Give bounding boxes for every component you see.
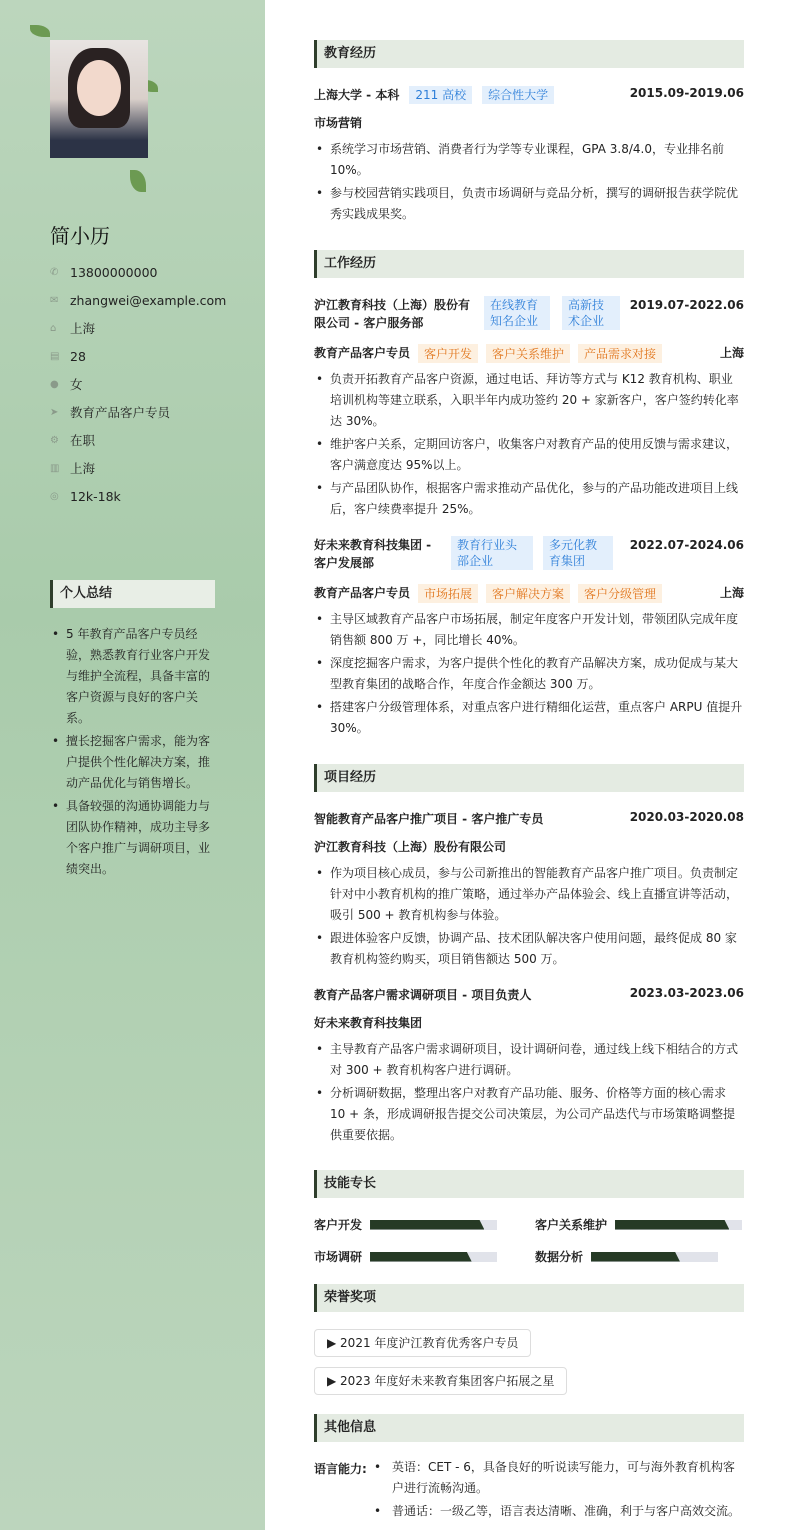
language-list [372, 1457, 744, 1524]
send-icon: ➤ [50, 406, 59, 418]
date: 2019.07-2022.06 [629, 298, 744, 312]
education-list [314, 139, 744, 227]
info-text: 女 [70, 377, 83, 392]
info-email [50, 286, 226, 314]
skill-bar-fill [615, 1220, 729, 1230]
bullet: • 分析调研数据，整理出客户对教育产品功能、服务、价格等方面的核心需求 10 + 条，形成调研报告提交公司决策层，为公司产品迭代与市场策略调整提供重要依据。 [314, 1083, 744, 1146]
company: 沪江教育科技（上海）股份有限公司 - 客户服务部 [314, 298, 471, 330]
gender-icon: ● [50, 378, 59, 390]
skill-bar [591, 1252, 718, 1262]
info-status [50, 426, 226, 454]
bullet: • 普通话：一级乙等，语言表达清晰、准确，利于与客户高效交流。 [372, 1501, 744, 1522]
role: 教育产品客户专员 [314, 586, 411, 600]
award-item[interactable] [314, 1329, 531, 1357]
tag: 多元化教育集团 [543, 536, 613, 570]
date: 2015.09-2019.06 [629, 86, 744, 100]
date: 2020.03-2020.08 [629, 810, 744, 824]
skill-bar [370, 1252, 497, 1262]
other-heading: 其他信息 [314, 1414, 744, 1442]
bullet: • 负责开拓教育产品客户资源，通过电话、拜访等方式与 K12 教育机构、职业培训机构等建立联系，入职半年内成功签约 20 + 家新客户，客户签约转化率达 30%。 [314, 369, 744, 432]
summary-item: • 擅长挖掘客户需求，能为客户提供个性化解决方案，推动产品优化与销售增长。 [50, 731, 220, 794]
bullet: • 主导区域教育产品客户市场拓展，制定年度客户开发计划，带领团队完成年度销售额 800 万 +，同比增长 40%。 [314, 609, 744, 651]
summary-item: • 5 年教育产品客户专员经验，熟悉教育行业客户开发与维护全流程，具备丰富的客户资源与良好的客户关系。 [50, 624, 220, 729]
skill-item [314, 1248, 497, 1265]
job-row [314, 536, 744, 572]
contact-info [50, 258, 226, 510]
skill-bar [615, 1220, 742, 1230]
info-gender [50, 370, 226, 398]
leaf-decoration [30, 25, 50, 37]
skill-tag: 市场拓展 [418, 584, 478, 603]
info-text: 28 [70, 348, 86, 364]
skill-name: 市场调研 [314, 1250, 363, 1264]
bullet: • 维护客户关系，定期回访客户，收集客户对教育产品的使用反馈与需求建议，客户满意度达 95%以上。 [314, 434, 744, 476]
info-text: 13800000000 [70, 264, 158, 280]
projects-heading: 项目经历 [314, 764, 744, 792]
tag: 在线教育知名企业 [484, 296, 550, 330]
job-row [314, 296, 744, 332]
role-row [314, 584, 744, 603]
skill-item [314, 1216, 497, 1233]
summary-list [50, 624, 220, 882]
job-list [314, 609, 744, 741]
education-heading: 教育经历 [314, 40, 744, 68]
avatar [50, 40, 148, 158]
profile-name: 简小历 [50, 224, 110, 248]
bullet: • 系统学习市场营销、消费者行为学等专业课程，GPA 3.8/4.0，专业排名前 10%。 [314, 139, 744, 181]
info-phone [50, 258, 226, 286]
role: 教育产品客户专员 [314, 346, 411, 360]
status-icon: ⚙ [50, 434, 59, 446]
project-name: 智能教育产品客户推广项目 - 客户推广专员 [314, 812, 544, 826]
skill-tag: 客户解决方案 [486, 584, 570, 603]
money-icon: ◎ [50, 490, 59, 502]
tag: 教育行业头部企业 [451, 536, 533, 570]
language-label: 语言能力: [314, 1462, 367, 1476]
award-text: 2021 年度沪江教育优秀客户专员 [340, 1336, 519, 1350]
company: 好未来教育科技集团 - 客户发展部 [314, 538, 432, 570]
tag: 211 高校 [409, 86, 472, 104]
school: 上海大学 - 本科 [314, 88, 400, 102]
bullet: • 与产品团队协作，根据客户需求推动产品优化，参与的产品功能改进项目上线后，客户续费率提升 25%。 [314, 478, 744, 520]
skill-name: 客户关系维护 [535, 1218, 608, 1232]
bullet: • 搭建客户分级管理体系，对重点客户进行精细化运营，重点客户 ARPU 值提升 30%。 [314, 697, 744, 739]
city: 上海 [719, 346, 744, 360]
triangle-icon: ▶ [327, 1374, 341, 1388]
skill-name: 客户开发 [314, 1218, 363, 1232]
bullet: • 深度挖掘客户需求，为客户提供个性化的教育产品解决方案，成功促成与某大型教育集团的战略合作，年度合作金额达 300 万。 [314, 653, 744, 695]
bullet: • 参与校园营销实践项目，负责市场调研与竞品分析，撰写的调研报告获学院优秀实践成果奖。 [314, 183, 744, 225]
home-icon: ⌂ [50, 322, 57, 334]
skill-tag: 客户开发 [418, 344, 478, 363]
major: 市场营销 [314, 116, 363, 130]
info-text: zhangwei@example.com [70, 292, 227, 308]
building-icon: ▥ [50, 462, 60, 474]
role-row [314, 344, 744, 363]
summary-item: • 具备较强的沟通协调能力与团队协作精神，成功主导多个客户推广与调研项目，业绩突出。 [50, 796, 220, 880]
work-heading: 工作经历 [314, 250, 744, 278]
project-list [314, 1039, 744, 1148]
info-position [50, 398, 226, 426]
bullet: • 跟进体验客户反馈，协调产品、技术团队解决客户使用问题，最终促成 80 家教育机构签约购买，项目销售额达 500 万。 [314, 928, 744, 970]
tag: 高新技术企业 [562, 296, 620, 330]
skill-tag: 产品需求对接 [578, 344, 662, 363]
info-text: 上海 [70, 461, 96, 476]
info-text: 教育产品客户专员 [70, 405, 171, 420]
triangle-icon: ▶ [327, 1336, 341, 1350]
skill-item [535, 1216, 742, 1233]
bullet: • 主导教育产品客户需求调研项目，设计调研问卷，通过线上线下相结合的方式对 300 + 教育机构客户进行调研。 [314, 1039, 744, 1081]
skill-name: 数据分析 [535, 1250, 584, 1264]
info-city [50, 454, 226, 482]
info-location [50, 314, 226, 342]
leaf-decoration [130, 170, 146, 192]
skill-bar [370, 1220, 497, 1230]
info-text: 12k-18k [70, 488, 121, 504]
job-list [314, 369, 744, 522]
info-salary [50, 482, 226, 510]
skill-tag: 客户分级管理 [578, 584, 662, 603]
bullet: • 作为项目核心成员，参与公司新推出的智能教育产品客户推广项目。负责制定针对中小教育机构的推广策略，通过举办产品体验会、线上直播宣讲等活动，吸引 500 + 教育机构参与体验。 [314, 863, 744, 926]
education-row [314, 86, 744, 104]
info-age [50, 342, 226, 370]
project-org: 好未来教育科技集团 [314, 1016, 423, 1030]
award-item[interactable] [314, 1367, 567, 1395]
project-list [314, 863, 744, 972]
project-name: 教育产品客户需求调研项目 - 项目负责人 [314, 988, 532, 1002]
skills-heading: 技能专长 [314, 1170, 744, 1198]
skill-bar-fill [370, 1252, 472, 1262]
project-org: 沪江教育科技（上海）股份有限公司 [314, 840, 507, 854]
award-text: 2023 年度好未来教育集团客户拓展之星 [340, 1374, 555, 1388]
skill-bar-fill [370, 1220, 484, 1230]
date: 2022.07-2024.06 [629, 538, 744, 552]
project-row [314, 810, 744, 827]
cake-icon: ▤ [50, 350, 60, 362]
project-row [314, 986, 744, 1003]
skill-bar-fill [591, 1252, 680, 1262]
info-text: 上海 [70, 321, 96, 336]
city: 上海 [719, 586, 744, 600]
summary-heading: 个人总结 [50, 580, 215, 608]
info-text: 在职 [70, 433, 96, 448]
mail-icon: ✉ [50, 294, 59, 306]
awards-heading: 荣誉奖项 [314, 1284, 744, 1312]
skill-tag: 客户关系维护 [486, 344, 570, 363]
date: 2023.03-2023.06 [629, 986, 744, 1000]
sidebar [0, 0, 265, 1530]
phone-icon: ✆ [50, 266, 59, 278]
bullet: • 英语：CET - 6，具备良好的听说读写能力，可与海外教育机构客户进行流畅沟通。 [372, 1457, 744, 1499]
skill-item [535, 1248, 718, 1265]
tag: 综合性大学 [482, 86, 554, 104]
